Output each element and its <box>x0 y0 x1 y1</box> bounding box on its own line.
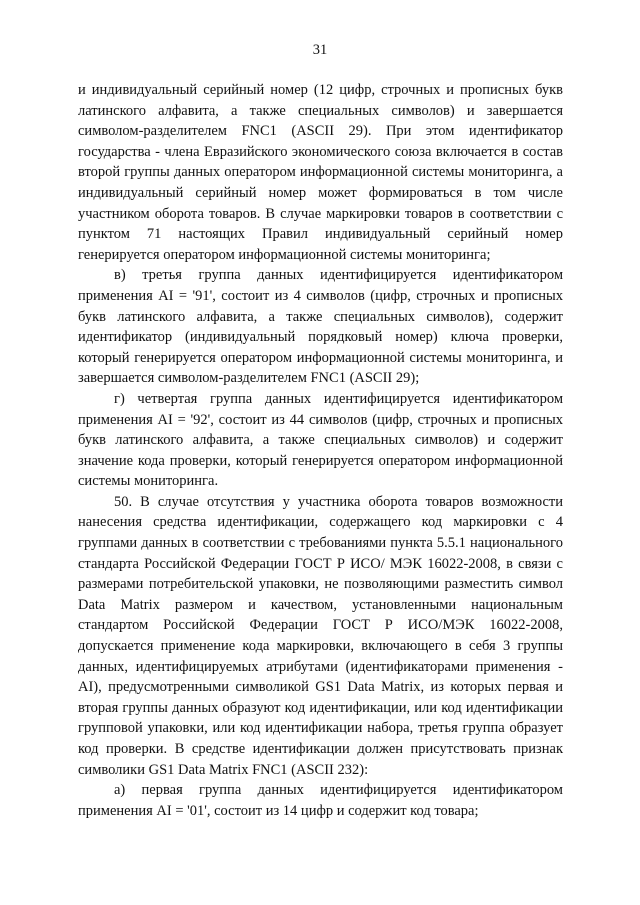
paragraph-50: 50. В случае отсутствия у участника оборота товаров возможности нанесения средства идентификации, содержащего код маркировки с 4 группами данных в соответствии с требованиями пункта 5.5.1 национального стандарта Российской Федерации ГОСТ Р ИСО/ МЭК 16022-2008, в связи с размерами потребительской упаковки, не позволяющими разместить символ Data Matrix размером и качеством, установленными национальным стандартом Российской Федерации ГОСТ Р ИСО/МЭК 16022-2008, допускается применение кода маркировки, включающего в себя 3 группы данных, идентифицируемых атрибутами (идентификаторами применения - AI), предусмотренными символикой GS1 Data Matrix, из которых первая и вторая группы данных образуют код идентификации, или код идентификации групповой упаковки, или код идентификации набора, третья группа образует код проверки. В средстве идентификации должен присутствовать признак символики GS1 Data Matrix FNC1 (ASCII 232): <box>78 493 563 778</box>
paragraph-item-a: а) первая группа данных идентифицируется идентификатором применения AI = '01', состоит из 14 цифр и содержит код товара; <box>78 782 563 819</box>
paragraph-continuation: и индивидуальный серийный номер (12 цифр, строчных и прописных букв латинского алфавита, а также специальных символов) и завершается символом-разделителем FNC1 (ASCII 29). При этом идентификатор государства - члена Евразийского экономического союза включается в состав второй группы данных оператором информационной системы мониторинга, а индивидуальный серийный номер может формироваться в том числе участником оборота товаров. В случае маркировки товаров в соответствии с пунктом 71 настоящих Правил индивидуальный серийный номер генерируется оператором информационной системы мониторинга; <box>78 82 563 263</box>
paragraph-item-v: в) третья группа данных идентифицируется идентификатором применения AI = '91', состоит из 4 символов (цифр, строчных и прописных букв латинского алфавита, а также специальных символов), содержит идентификатор (индивидуальный порядковый номер) ключа проверки, который генерируется оператором информационной системы мониторинга, и завершается символом-разделителем FNC1 (ASCII 29); <box>78 267 563 387</box>
paragraph-item-g: г) четвертая группа данных идентифицируется идентификатором применения AI = '92', состоит из 44 символов (цифр, строчных и прописных букв латинского алфавита, а также специальных символов) и содержит значение кода проверки, который генерируется оператором информационной системы мониторинга. <box>78 390 563 490</box>
body-text <box>78 80 563 821</box>
page-number: 31 <box>312 42 328 58</box>
